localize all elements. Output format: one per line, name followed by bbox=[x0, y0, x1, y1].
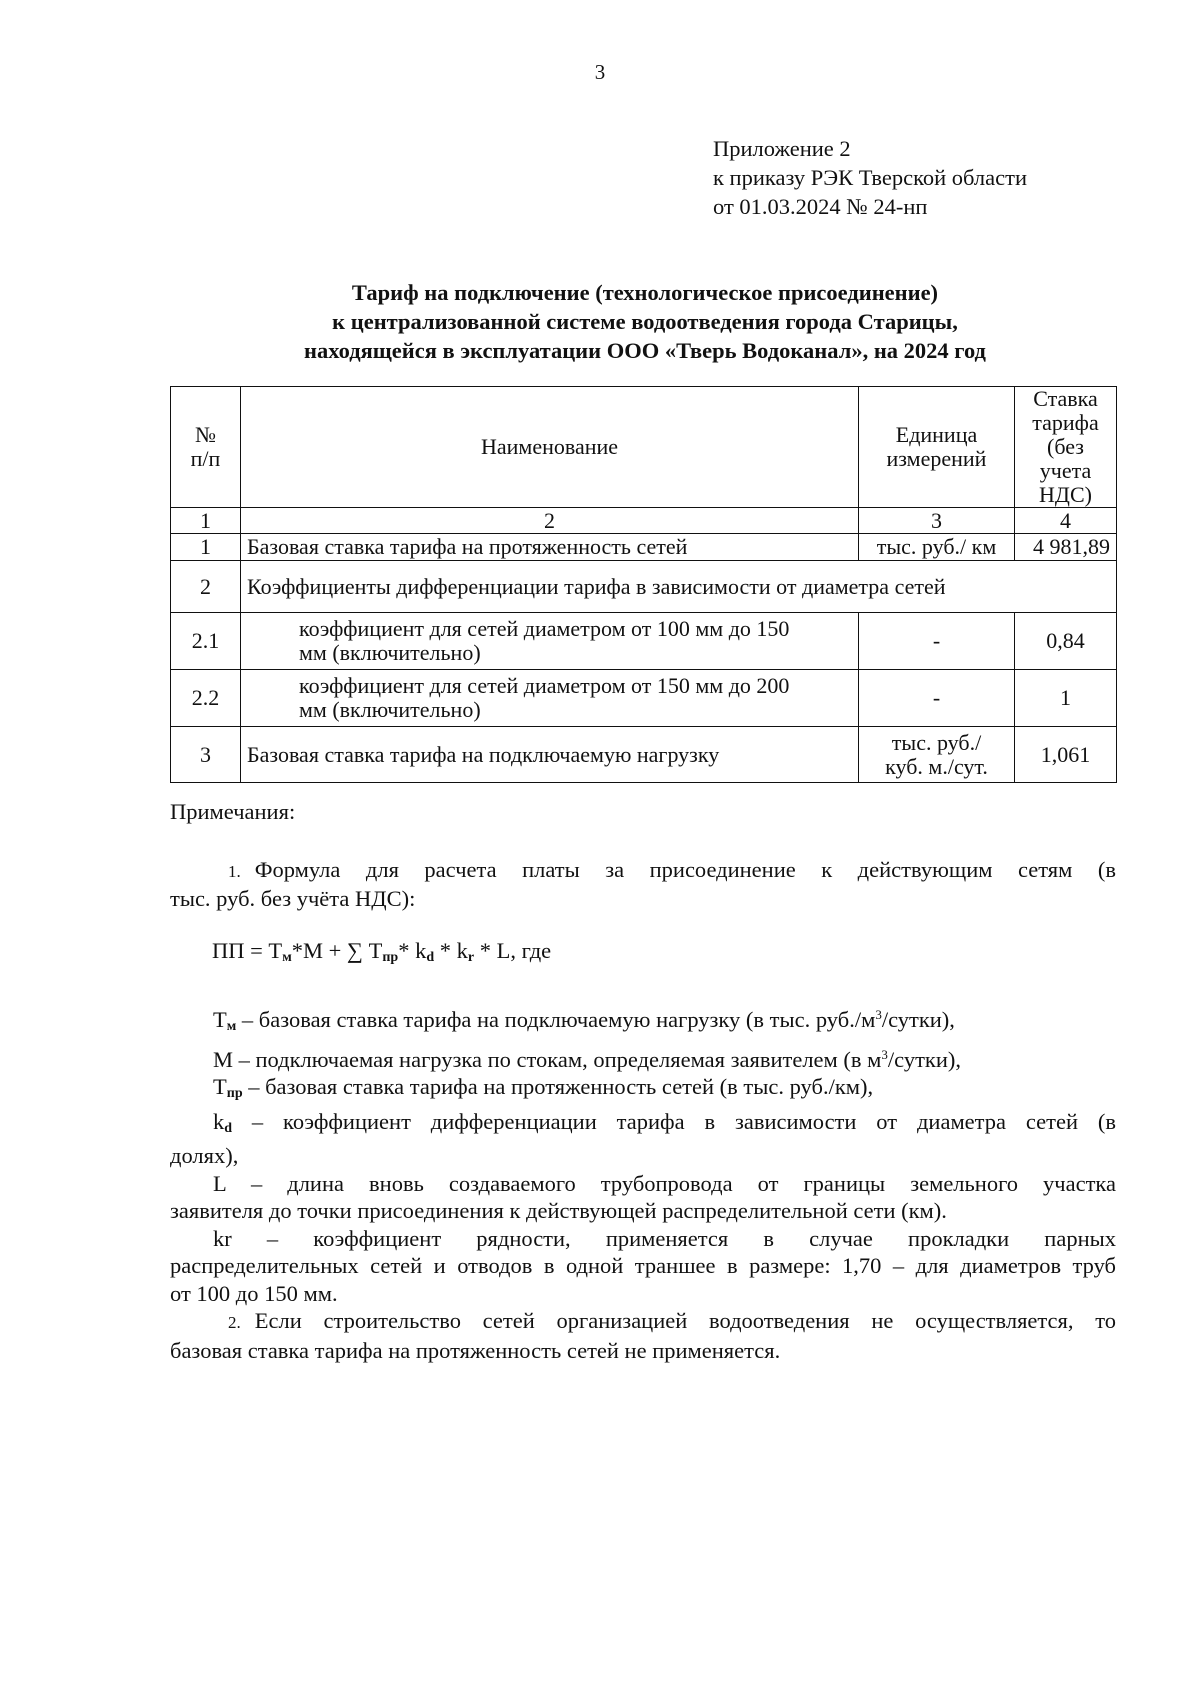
col-number-1: 1 bbox=[171, 508, 241, 534]
note-1-line-2: тыс. руб. без учёта НДС): bbox=[170, 886, 416, 911]
col-number-2: 2 bbox=[241, 508, 859, 534]
var-kr-line-1: kr – коэффициент рядности, применяется в случае прокладки парных bbox=[213, 1225, 1116, 1251]
notes-section bbox=[170, 798, 1116, 1364]
table-header-row bbox=[171, 387, 1117, 508]
note-1-line-1: 1. Формула для расчета платы за присоединение к действующим сетям (в bbox=[228, 856, 1116, 882]
var-l-line-1: L – длина вновь создаваемого трубопровода от границы земельного участка bbox=[213, 1170, 1116, 1196]
appendix-line-3: от 01.03.2024 № 24-нп bbox=[713, 194, 928, 219]
var-tm: $Т_м$ – базовая ставка тарифа на подключаемую нагрузку (в тыс. $руб./м^3/сутки$), bbox=[213, 1007, 955, 1034]
row-value: 1 bbox=[1015, 670, 1117, 727]
table-row bbox=[171, 534, 1117, 561]
row-number: 3 bbox=[171, 727, 241, 783]
row-value: 1,061 bbox=[1015, 727, 1117, 783]
row-value: 0,84 bbox=[1015, 613, 1117, 670]
title-line-3: находящейся в эксплуатации ООО «Тверь Водоканал», на 2024 год bbox=[304, 338, 986, 363]
var-l-line-2: заявителя до точки присоединения к действующей распределительной сети (км). bbox=[170, 1198, 947, 1223]
title-line-2: к централизованной системе водоотведения города Старицы, bbox=[332, 309, 958, 334]
note-2-line-1: 2. Если строительство сетей организацией водоотведения не осуществляется, то bbox=[228, 1308, 1116, 1333]
column-number-row bbox=[171, 508, 1117, 534]
page-number: 3 bbox=[594, 60, 606, 84]
notes-heading: Примечания: bbox=[170, 799, 296, 824]
var-kd-line-2: долях), bbox=[170, 1143, 239, 1168]
appendix-reference bbox=[713, 134, 1027, 221]
header-name: Наименование bbox=[241, 387, 859, 508]
row-unit: - bbox=[859, 670, 1015, 727]
table-row bbox=[171, 670, 1117, 727]
row-unit: тыс. руб./ км bbox=[859, 534, 1015, 561]
row-name: коэффициент для сетей диаметром от 100 мм до 150 мм (включительно) bbox=[241, 613, 859, 670]
col-number-3: 3 bbox=[859, 508, 1015, 534]
payment-formula: ПП = $Т_м*М$ + ∑ $Т_{пр}*$ $k_d * k_r$ * L, где bbox=[212, 937, 552, 965]
var-kr-line-2: распределительных сетей и отводов в одной траншее в размере: 1,70 – для диаметров труб bbox=[170, 1253, 1116, 1278]
table-row bbox=[171, 613, 1117, 670]
var-tpr: $Т_{пр}$ – базовая ставка тарифа на протяженность сетей (в тыс. руб./км), bbox=[213, 1074, 874, 1101]
row-unit: - bbox=[859, 613, 1015, 670]
row-name: Коэффициенты дифференциации тарифа в зависимости от диаметра сетей bbox=[241, 561, 1117, 613]
tariff-table bbox=[170, 386, 1117, 783]
header-unit: Единица измерений bbox=[859, 387, 1015, 508]
appendix-line-2: к приказу РЭК Тверской области bbox=[713, 165, 1028, 190]
row-number: 2.2 bbox=[171, 670, 241, 727]
appendix-line-1: Приложение 2 bbox=[713, 136, 851, 161]
row-number: 2.1 bbox=[171, 613, 241, 670]
var-kd-line-1: $k_d$ – коэффициент дифференциации тарифа в зависимости от диаметра сетей (в bbox=[213, 1108, 1116, 1136]
row-name: Базовая ставка тарифа на подключаемую нагрузку bbox=[241, 727, 859, 783]
col-number-4: 4 bbox=[1015, 508, 1117, 534]
row-number: 1 bbox=[171, 534, 241, 561]
note-2-line-2: базовая ставка тарифа на протяженность сетей не применяется. bbox=[170, 1337, 781, 1363]
row-name: коэффициент для сетей диаметром от 150 мм до 200 мм (включительно) bbox=[241, 670, 859, 727]
document-title bbox=[0, 278, 1200, 365]
var-kr-line-3: от 100 до 150 мм. bbox=[170, 1280, 338, 1306]
header-rate: Ставка тарифа (без учета НДС) bbox=[1015, 387, 1117, 508]
row-number: 2 bbox=[171, 561, 241, 613]
header-number: № п/п bbox=[171, 387, 241, 508]
row-name: Базовая ставка тарифа на протяженность сетей bbox=[241, 534, 859, 561]
formula-variables bbox=[170, 1001, 1116, 1307]
title-line-1: Тариф на подключение (технологическое присоединение) bbox=[351, 280, 939, 305]
table-row bbox=[171, 561, 1117, 613]
table-row bbox=[171, 727, 1117, 783]
var-m: М – подключаемая нагрузка по стокам, определяемая заявителем (в $м^3/сутки$), bbox=[213, 1046, 962, 1072]
row-unit: тыс. руб./ куб. м./сут. bbox=[859, 727, 1015, 783]
row-value: 4 981,89 bbox=[1015, 534, 1117, 561]
